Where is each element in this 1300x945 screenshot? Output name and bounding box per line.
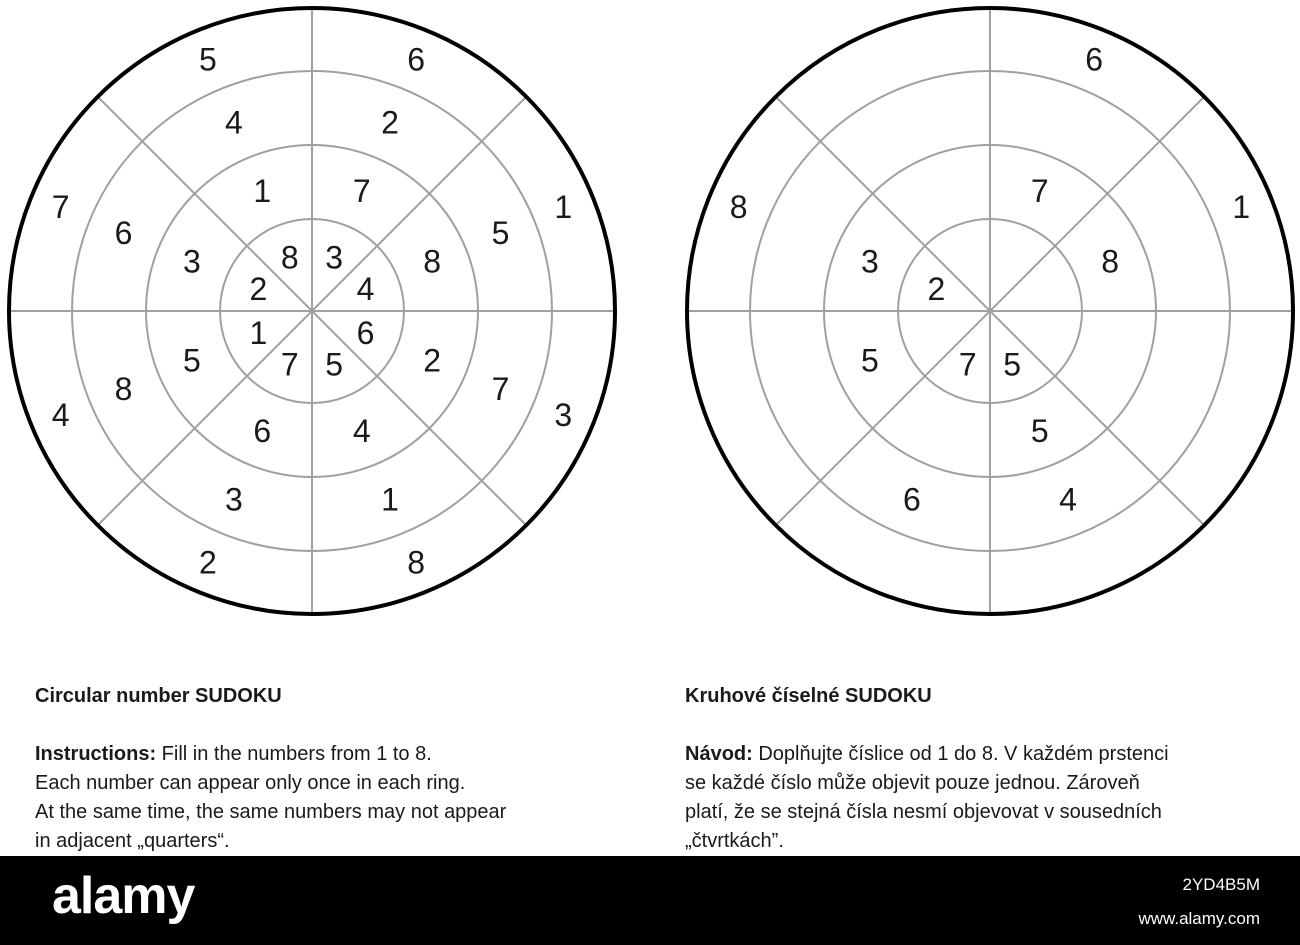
cell-digit: 3: [325, 239, 344, 276]
cell-digit: 6: [903, 481, 921, 518]
english-title: Circular number SUDOKU: [35, 685, 282, 707]
czech-instructions-line-1: [685, 740, 1169, 769]
cell-digit: 6: [356, 315, 375, 352]
cell-digit: 5: [860, 342, 879, 379]
cell-digit: 4: [51, 397, 70, 434]
cell-digit: 4: [352, 413, 371, 450]
english-instructions-label: Instructions:: [35, 743, 157, 765]
cell-digit: 8: [729, 188, 748, 225]
cell-digit: 5: [491, 214, 510, 251]
english-instructions-line-1: [35, 740, 506, 769]
english-instructions-text-1: Fill in the numbers from 1 to 8.: [156, 743, 432, 765]
cell-digit: 6: [1085, 41, 1103, 78]
czech-instructions-label: Návod:: [685, 743, 753, 765]
cell-digit: 5: [1030, 413, 1049, 450]
cell-digit: 1: [249, 315, 268, 352]
cell-digit: 1: [554, 188, 573, 225]
czech-instructions-text-1: Doplňujte číslice od 1 do 8. V každém prstenci: [752, 743, 1169, 765]
cell-digit: 3: [860, 243, 879, 280]
cell-digit: 8: [280, 239, 299, 276]
english-instructions-line-2: Each number can appear only once in each ring.: [35, 772, 466, 794]
cell-digit: 2: [249, 270, 268, 307]
cell-digit: 1: [1232, 188, 1251, 225]
cell-digit: 4: [356, 270, 375, 307]
cell-digit: 5: [325, 346, 344, 383]
cell-digit: 7: [352, 172, 371, 209]
cell-digit: 8: [407, 544, 425, 581]
cell-digit: 6: [253, 413, 272, 450]
cell-digit: 5: [182, 342, 201, 379]
cell-digit: 5: [1003, 346, 1022, 383]
cell-digit: 8: [114, 371, 133, 408]
cell-digit: 2: [423, 342, 442, 379]
image-id: 2YD4B5M: [1182, 875, 1260, 894]
cell-digit: 6: [114, 214, 133, 251]
cell-digit: 2: [381, 104, 399, 141]
cell-digit: 8: [1101, 243, 1120, 280]
cell-digit: 7: [280, 346, 299, 383]
cell-digit: 7: [958, 346, 977, 383]
cell-digit: 2: [927, 270, 946, 307]
solved-circular-sudoku: [9, 8, 615, 614]
cell-digit: 3: [182, 243, 201, 280]
cell-digit: 8: [423, 243, 442, 280]
cell-digit: 1: [381, 481, 399, 518]
czech-instructions-line-2: se každé číslo může objevit pouze jednou. Zároveň: [685, 772, 1140, 794]
cell-digit: 1: [253, 172, 272, 209]
cell-digit: 4: [225, 104, 243, 141]
puzzle-circular-sudoku: [687, 8, 1293, 614]
czech-title: Kruhové číselné SUDOKU: [685, 685, 932, 707]
cell-digit: 2: [199, 544, 217, 581]
cell-digit: 7: [1030, 172, 1049, 209]
cell-digit: 3: [225, 481, 243, 518]
english-instructions-line-3: At the same time, the same numbers may not appear: [35, 801, 507, 823]
cell-digit: 7: [51, 188, 70, 225]
cell-digit: 4: [1059, 481, 1077, 518]
czech-instructions-line-3: platí, že se stejná čísla nesmí objevovat v sousedních: [685, 801, 1162, 823]
czech-instructions: [685, 682, 1169, 856]
cell-digit: 3: [554, 397, 573, 434]
cell-digit: 6: [407, 41, 425, 78]
cell-digit: 7: [491, 371, 510, 408]
english-instructions: [35, 682, 506, 856]
czech-instructions-line-4: „čtvrtkách”.: [685, 830, 784, 852]
cell-digit: 5: [199, 41, 217, 78]
alamy-logo: alamy: [52, 867, 195, 925]
site-url: www.alamy.com: [1138, 909, 1260, 928]
english-instructions-line-4: in adjacent „quarters“.: [35, 830, 230, 852]
watermark-footer: [0, 856, 1300, 945]
